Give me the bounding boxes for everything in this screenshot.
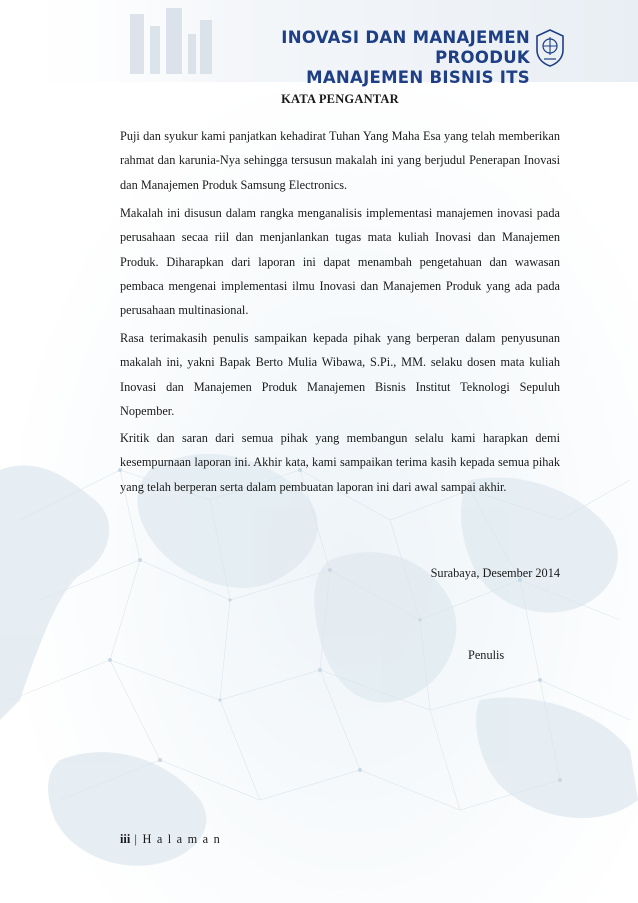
header-title-line1: INOVASI DAN MANAJEMEN PROODUK <box>281 28 530 67</box>
paragraph-2: Makalah ini disusun dalam rangka menganalisis implementasi manajemen inovasi pada perusahaan secaa riil dan menjanlankan tugas mata kuliah Inovasi dan Manajemen Produk. Diharapkan dari laporan ini dapat menambah pengetahuan dan wawasan pembaca mengenai implementasi ilmu Inovasi dan Manajemen Produk yang ada pada perusahaan multinasional. <box>120 206 560 318</box>
place-date: Surabaya, Desember 2014 <box>430 566 560 580</box>
paragraph-4: Kritik dan saran dari semua pihak yang membangun selalu kami harapkan demi kesempurnaan laporan ini. Akhir kata, kami sampaikan terima kasih kepada semua pihak yang telah berperan serta dalam pembuatan laporan ini dari awal sampai akhir. <box>120 431 560 494</box>
footer-label: H a l a m a n <box>142 832 221 846</box>
paragraph-1: Puji dan syukur kami panjatkan kehadirat Tuhan Yang Maha Esa yang telah memberikan rahmat dan karunia-Nya sehingga tersusun makalah ini yang berjudul Penerapan Inovasi dan Manajemen Produk Samsung Electronics. <box>120 129 560 192</box>
author-signature: Penulis <box>468 648 505 662</box>
page-footer <box>120 832 221 847</box>
page-title: KATA PENGANTAR <box>281 92 399 106</box>
page-number: iii <box>120 832 131 846</box>
its-emblem-icon <box>534 28 566 68</box>
header-title <box>200 28 530 88</box>
paragraph-3: Rasa terimakasih penulis sampaikan kepada pihak yang berperan dalam penyusunan makalah ini, yakni Bapak Berto Mulia Wibawa, S.Pi., MM. selaku dosen mata kuliah Inovasi dan Manajemen Produk Manajemen Bisnis Institut Teknologi Sepuluh Nopember. <box>120 331 560 418</box>
footer-separator: | <box>134 832 139 846</box>
header-title-line2: MANAJEMEN BISNIS ITS <box>306 68 530 87</box>
header-banner <box>0 0 638 87</box>
